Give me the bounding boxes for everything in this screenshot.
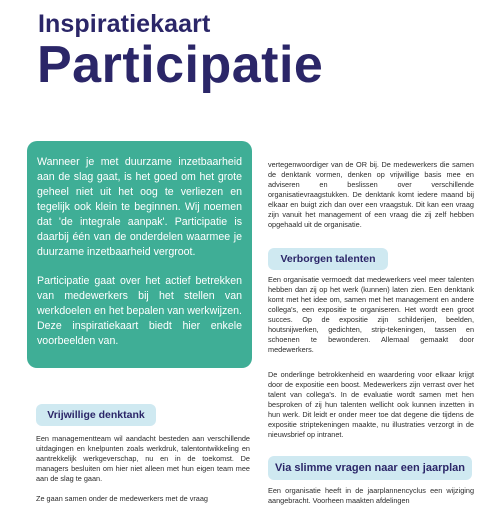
verborgen-paragraph-1: Een organisatie vermoedt dat medewerkers veel meer talenten hebben dan zij op het werk (kunnen) laten zien. Een denktank komt met het idee om, samen met het management en andere collega's, een expositie te organiseren. Het wordt een groot succes. Op de expositie zijn schilderijen, beelden, houtsnijwerken, gedichten, strip-tekeningen, tassen en schoenen te bewonderen. Allemaal gemaakt door medewerkers. xyxy=(268,275,474,354)
vrijwillig-paragraph-2: Ze gaan samen onder de medewerkers met de vraag xyxy=(36,494,208,503)
page-title: Participatie xyxy=(37,36,324,94)
heading-vrijwillige-denktank: Vrijwillige denktank xyxy=(36,404,156,426)
kicker-title: Inspiratiekaart xyxy=(38,10,211,38)
verborgen-paragraph-2: De onderlinge betrokkenheid en waardering voor elkaar krijgt door de expositie een boost. Medewerkers zijn verrast over het talent van collega's. In de evaluatie wordt samen met hen besproken of zij hun talenten wellicht ook kunnen inzetten in hun werk. Dit leidt er onder meer toe dat degene die tijdens de expositie striptekeningen maakte, nu illustraties verzorgt in de nieuwsbrief op intranet. xyxy=(268,370,474,439)
heading-slimme-vragen: Via slimme vragen naar een jaarplan xyxy=(268,456,472,480)
vrijwillig-paragraph-1: Een managementteam wil aandacht besteden aan verschillende uitdagingen en knelpunten zoals werkdruk, talentontwikkeling en aantrekkelijk werkgeverschap, nu en in de toekomst. De managers besluiten om hier niet alleen met hun eigen team mee aan de slag te gaan. xyxy=(36,434,250,483)
intro-paragraph-2: Participatie gaat over het actief betrekken van medewerkers bij het stellen van werkdoelen en het bepalen van werkwijzen. Deze inspiratiekaart biedt hier enkele voorbeelden van. xyxy=(37,275,242,347)
slimme-paragraph-1: Een organisatie heeft in de jaarplannencyclus een wijziging aangebracht. Voorheen maakten afdelingen xyxy=(268,486,474,505)
intro-box xyxy=(27,141,252,368)
vrijwillig-continued-paragraph: vertegenwoordiger van de OR bij. De medewerkers die samen de denktank vormen, denken op vrijwillige basis mee en adviseren en beslissen over verschillende organisatievraagstukken. De denktank komt iedere maand bij elkaar en buigt zich dan over een vraagstuk. Dit kan een vraag zijn vanuit het management of een vraag die zij zelf hebben opgehaald uit de organisatie. xyxy=(268,160,474,229)
heading-verborgen-talenten: Verborgen talenten xyxy=(268,248,388,270)
intro-paragraph-1: Wanneer je met duurzame inzetbaarheid aan de slag gaat, is het goed om het grote geheel niet uit het oog te verliezen en tegelijk ook klein te beginnen. Wij noemen dat 'de integrale aanpak'. Participatie is daarbij één van de onderdelen waarmee je duurzame inzetbaarheid vergroot. xyxy=(37,156,242,258)
